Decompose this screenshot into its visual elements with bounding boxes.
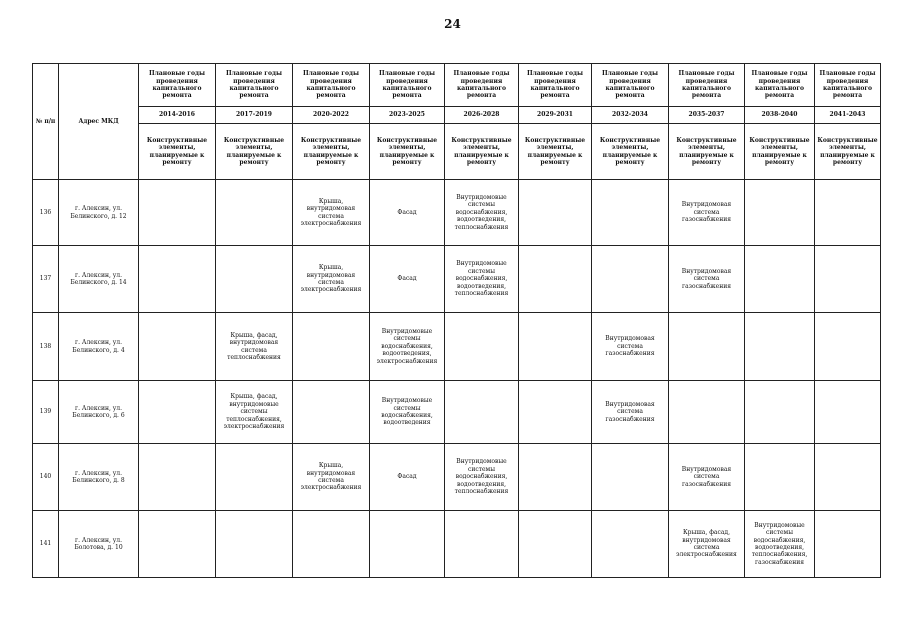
period-years: 2035-2037 <box>669 107 745 124</box>
row-address: г. Алексин, ул. Белинского, д. 6 <box>59 381 139 444</box>
period-title: Плановые годы проведения капитального ремонта <box>216 64 293 107</box>
period-title: Плановые годы проведения капитального ремонта <box>445 64 519 107</box>
period-title: Плановые годы проведения капитального ремонта <box>669 64 745 107</box>
row-address: г. Алексин, ул. Белинского, д. 12 <box>59 180 139 246</box>
repair-elements-cell <box>815 180 881 246</box>
repair-elements-cell <box>519 444 592 511</box>
sub-header: Конструктивные элементы, планируемые к ремонту <box>592 124 669 180</box>
period-title: Плановые годы проведения капитального ремонта <box>370 64 445 107</box>
repair-elements-cell: Внутридомовая система газоснабжения <box>592 313 669 381</box>
sub-header: Конструктивные элементы, планируемые к ремонту <box>745 124 815 180</box>
repair-elements-cell <box>139 381 216 444</box>
repair-elements-cell <box>139 313 216 381</box>
repair-elements-cell <box>815 511 881 578</box>
page-number: 24 <box>444 17 461 31</box>
repair-elements-cell: Внутридомовые системы водоснабжения, водоотведения, теплоснабжения <box>445 246 519 313</box>
repair-elements-cell <box>745 180 815 246</box>
repair-elements-cell <box>139 511 216 578</box>
period-title: Плановые годы проведения капитального ремонта <box>745 64 815 107</box>
repair-elements-cell: Внутридомовая система газоснабжения <box>669 444 745 511</box>
repair-elements-cell <box>519 313 592 381</box>
sub-header: Конструктивные элементы, планируемые к ремонту <box>815 124 881 180</box>
repair-elements-cell <box>216 246 293 313</box>
repair-elements-cell <box>293 511 370 578</box>
row-number: 141 <box>33 511 59 578</box>
table-row <box>33 180 881 246</box>
repair-elements-cell: Крыша, внутридомовая система электроснабжения <box>293 180 370 246</box>
sub-header: Конструктивные элементы, планируемые к ремонту <box>519 124 592 180</box>
repair-elements-cell <box>445 381 519 444</box>
period-years: 2023-2025 <box>370 107 445 124</box>
repair-elements-cell <box>139 246 216 313</box>
repair-elements-cell <box>293 381 370 444</box>
period-title: Плановые годы проведения капитального ремонта <box>815 64 881 107</box>
period-years: 2017-2019 <box>216 107 293 124</box>
sub-header: Конструктивные элементы, планируемые к ремонту <box>669 124 745 180</box>
repair-elements-cell: Фасад <box>370 444 445 511</box>
period-years: 2041-2043 <box>815 107 881 124</box>
repair-elements-cell <box>139 444 216 511</box>
repair-elements-cell: Внутридомовые системы водоснабжения, водоотведения, теплоснабжения <box>445 180 519 246</box>
repair-elements-cell <box>745 313 815 381</box>
row-number: 138 <box>33 313 59 381</box>
repair-elements-cell: Крыша, фасад, внутридомовые системы теплоснабжения, электроснабжения <box>216 381 293 444</box>
repair-elements-cell <box>669 313 745 381</box>
repair-elements-cell: Внутридомовая система газоснабжения <box>592 381 669 444</box>
period-years: 2032-2034 <box>592 107 669 124</box>
row-address: г. Алексин, ул. Болотова, д. 10 <box>59 511 139 578</box>
repair-elements-cell: Внутридомовая система газоснабжения <box>669 246 745 313</box>
period-years: 2029-2031 <box>519 107 592 124</box>
period-title: Плановые годы проведения капитального ремонта <box>592 64 669 107</box>
repair-elements-cell <box>519 246 592 313</box>
period-years: 2020-2022 <box>293 107 370 124</box>
repair-elements-cell <box>815 444 881 511</box>
repair-elements-cell <box>445 313 519 381</box>
repair-elements-cell <box>745 444 815 511</box>
sub-header: Конструктивные элементы, планируемые к ремонту <box>370 124 445 180</box>
repair-elements-cell <box>216 180 293 246</box>
repair-elements-cell: Крыша, фасад, внутридомовая система теплоснабжения <box>216 313 293 381</box>
repair-elements-cell <box>216 511 293 578</box>
repair-elements-cell <box>519 511 592 578</box>
header-number: № п/п <box>33 64 59 180</box>
repair-elements-cell <box>293 313 370 381</box>
table-row <box>33 246 881 313</box>
table-row <box>33 511 881 578</box>
repair-elements-cell <box>592 246 669 313</box>
period-years: 2038-2040 <box>745 107 815 124</box>
sub-header: Конструктивные элементы, планируемые к ремонту <box>139 124 216 180</box>
capital-repair-plan-table <box>32 63 881 578</box>
repair-elements-cell: Фасад <box>370 180 445 246</box>
repair-elements-cell <box>815 313 881 381</box>
sub-header: Конструктивные элементы, планируемые к ремонту <box>216 124 293 180</box>
repair-elements-cell <box>445 511 519 578</box>
row-address: г. Алексин, ул. Белинского, д. 14 <box>59 246 139 313</box>
repair-elements-cell: Крыша, внутридомовая система электроснабжения <box>293 246 370 313</box>
sub-header: Конструктивные элементы, планируемые к ремонту <box>445 124 519 180</box>
repair-elements-cell <box>592 511 669 578</box>
sub-header: Конструктивные элементы, планируемые к ремонту <box>293 124 370 180</box>
period-years: 2014-2016 <box>139 107 216 124</box>
table-row <box>33 381 881 444</box>
period-title: Плановые годы проведения капитального ремонта <box>519 64 592 107</box>
row-number: 136 <box>33 180 59 246</box>
repair-elements-cell <box>815 246 881 313</box>
period-title: Плановые годы проведения капитального ремонта <box>139 64 216 107</box>
row-address: г. Алексин, ул. Белинского, д. 4 <box>59 313 139 381</box>
repair-elements-cell <box>519 180 592 246</box>
row-number: 139 <box>33 381 59 444</box>
repair-elements-cell: Внутридомовые системы водоснабжения, водоотведения, теплоснабжения, газоснабжения <box>745 511 815 578</box>
repair-elements-cell <box>592 444 669 511</box>
repair-elements-cell: Внутридомовые системы водоснабжения, водоотведения, теплоснабжения <box>445 444 519 511</box>
period-years: 2026-2028 <box>445 107 519 124</box>
repair-elements-cell <box>519 381 592 444</box>
repair-elements-cell <box>745 381 815 444</box>
repair-elements-cell <box>669 381 745 444</box>
repair-elements-cell: Крыша, фасад, внутридомовая система электроснабжения <box>669 511 745 578</box>
repair-elements-cell <box>370 511 445 578</box>
row-number: 137 <box>33 246 59 313</box>
repair-elements-cell: Внутридомовые системы водоснабжения, водоотведения <box>370 381 445 444</box>
table-row <box>33 444 881 511</box>
repair-elements-cell <box>216 444 293 511</box>
row-number: 140 <box>33 444 59 511</box>
period-title: Плановые годы проведения капитального ремонта <box>293 64 370 107</box>
repair-elements-cell: Внутридомовая система газоснабжения <box>669 180 745 246</box>
header-address: Адрес МКД <box>59 64 139 180</box>
table-row <box>33 313 881 381</box>
repair-elements-cell: Крыша, внутридомовая система электроснабжения <box>293 444 370 511</box>
repair-elements-cell <box>745 246 815 313</box>
repair-elements-cell <box>592 180 669 246</box>
row-address: г. Алексин, ул. Белинского, д. 8 <box>59 444 139 511</box>
repair-elements-cell: Фасад <box>370 246 445 313</box>
repair-elements-cell <box>815 381 881 444</box>
repair-elements-cell <box>139 180 216 246</box>
repair-elements-cell: Внутридомовые системы водоснабжения, водоотведения, электроснабжения <box>370 313 445 381</box>
